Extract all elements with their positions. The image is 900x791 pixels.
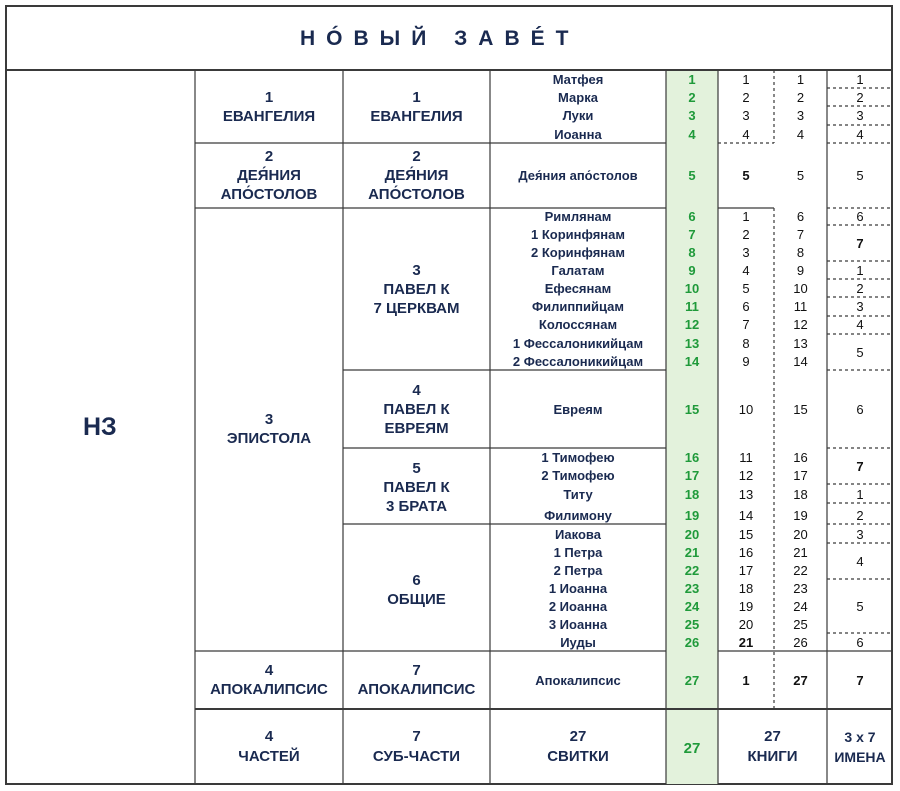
subpart-4-name: ПАВЕЛ К <box>383 401 450 418</box>
book-part-index: 19 <box>738 599 754 614</box>
subpart-4-num: 4 <box>412 382 421 399</box>
book-part-index: 21 <box>738 635 754 650</box>
book-name: Филимону <box>544 508 612 523</box>
name-index: 4 <box>856 127 864 142</box>
book-seq-index: 6 <box>796 209 805 224</box>
book-number: 16 <box>684 450 700 465</box>
book-part-index: 13 <box>738 487 754 502</box>
book-seq-index: 11 <box>793 299 808 314</box>
book-seq-index: 15 <box>793 402 808 417</box>
book-number: 7 <box>688 227 696 242</box>
subpart-3-num: 3 <box>412 262 421 279</box>
footer-names-label: ИМЕНА <box>834 749 886 765</box>
book-part-index: 5 <box>742 281 750 296</box>
book-seq-index: 10 <box>793 281 808 296</box>
book-name: Евреям <box>553 402 603 417</box>
footer-books-label: КНИГИ <box>747 748 798 765</box>
subpart-3-name: ПАВЕЛ К <box>383 281 450 298</box>
book-name: 3 Иоанна <box>548 617 608 632</box>
subpart-1-name: ЕВАНГЕЛИЯ <box>370 108 463 125</box>
subpart-1-label <box>343 88 490 126</box>
book-part-index: 4 <box>742 263 750 278</box>
subpart-2-label <box>343 147 490 204</box>
name-index: 5 <box>856 345 864 360</box>
footer-scrolls-num: 27 <box>569 728 587 745</box>
book-number: 3 <box>688 108 696 123</box>
name-index: 3 <box>856 527 864 542</box>
book-number: 19 <box>684 508 700 523</box>
book-number: 1 <box>688 72 696 87</box>
book-number: 9 <box>688 263 696 278</box>
book-seq-index: 27 <box>793 673 808 688</box>
book-name: Римлянам <box>544 209 612 224</box>
book-number: 21 <box>684 545 700 560</box>
book-seq-index: 18 <box>793 487 808 502</box>
book-seq-index: 3 <box>796 108 805 123</box>
book-number: 22 <box>684 563 700 578</box>
name-index: 6 <box>856 209 864 224</box>
book-part-index: 2 <box>742 227 750 242</box>
part-2-label <box>195 147 343 204</box>
footer-parts-label: ЧАСТЕЙ <box>238 748 300 765</box>
book-number: 17 <box>684 468 700 483</box>
book-part-index: 15 <box>738 527 754 542</box>
footer-subparts-num: 7 <box>412 728 421 745</box>
book-name: Титу <box>563 487 593 502</box>
part-1-name: ЕВАНГЕЛИЯ <box>222 108 316 125</box>
name-index: 5 <box>856 599 864 614</box>
book-number: 24 <box>684 599 700 614</box>
footer-scrolls-label: СВИТКИ <box>547 748 609 765</box>
book-seq-index: 19 <box>793 508 808 523</box>
book-number: 13 <box>684 336 700 351</box>
book-part-index: 10 <box>738 402 754 417</box>
part-4-num: 4 <box>264 662 274 679</box>
name-index: 1 <box>856 263 864 278</box>
name-index: 2 <box>856 508 864 523</box>
book-name: 1 Тимофею <box>541 450 615 465</box>
footer-names-num: 3 x 7 <box>844 729 876 745</box>
book-name: Дея́ния апо́столов <box>518 168 638 183</box>
book-number: 2 <box>688 90 696 105</box>
book-seq-index: 22 <box>793 563 808 578</box>
part-4-label <box>195 661 343 699</box>
footer-names <box>827 727 893 767</box>
book-name: 1 Фессалоникийцам <box>512 336 644 351</box>
book-seq-index: 14 <box>793 354 808 369</box>
book-part-index: 16 <box>738 545 754 560</box>
subpart-7-label <box>343 661 490 699</box>
subpart-1-num: 1 <box>412 89 421 106</box>
book-part-index: 8 <box>742 336 750 351</box>
subpart-5-name2: 3 БРАТА <box>385 498 448 515</box>
part-2-num: 2 <box>264 148 274 165</box>
book-seq-index: 9 <box>796 263 805 278</box>
book-part-index: 3 <box>742 108 750 123</box>
book-number: 5 <box>688 168 696 183</box>
footer-subparts <box>343 727 490 767</box>
footer-green-count: 27 <box>683 740 701 757</box>
book-seq-index: 7 <box>796 227 805 242</box>
book-seq-index: 12 <box>793 317 808 332</box>
nz-label: НЗ <box>83 413 117 441</box>
subpart-6-name: ОБЩИЕ <box>387 591 446 608</box>
subpart-6-num: 6 <box>412 572 421 589</box>
book-part-index: 12 <box>738 468 754 483</box>
book-number: 25 <box>684 617 700 632</box>
book-seq-index: 13 <box>793 336 808 351</box>
book-name: 2 Тимофею <box>541 468 615 483</box>
name-index: 7 <box>856 673 864 688</box>
footer-parts-num: 4 <box>264 728 274 745</box>
book-part-index: 20 <box>738 617 754 632</box>
book-name: 2 Иоанна <box>548 599 608 614</box>
book-seq-index: 2 <box>796 90 805 105</box>
book-part-index: 2 <box>742 90 750 105</box>
subpart-3-name2: 7 ЦЕРКВАМ <box>373 300 460 317</box>
name-index: 6 <box>856 402 864 417</box>
book-part-index: 14 <box>738 508 754 523</box>
footer-parts <box>195 727 343 767</box>
name-index: 2 <box>856 90 864 105</box>
subpart-2-name2: АПО́СТОЛОВ <box>368 186 465 203</box>
book-name: 2 Фессалоникийцам <box>512 354 644 369</box>
subpart-7-name: АПОКАЛИПСИС <box>357 681 476 698</box>
book-part-index: 1 <box>742 209 750 224</box>
book-seq-index: 21 <box>793 545 808 560</box>
book-part-index: 5 <box>742 168 750 183</box>
part-4-name: АПОКАЛИПСИС <box>210 681 328 698</box>
book-name: 2 Коринфянам <box>531 245 625 260</box>
book-name: Иоанна <box>554 127 602 142</box>
book-part-index: 7 <box>742 317 750 332</box>
book-part-index: 1 <box>742 72 750 87</box>
book-name: Марка <box>558 90 598 105</box>
book-name: 1 Петра <box>553 545 603 560</box>
book-seq-index: 4 <box>796 127 805 142</box>
book-name: Филиппийцам <box>531 299 625 314</box>
book-part-index: 9 <box>742 354 750 369</box>
subpart-5-label <box>343 459 490 516</box>
book-seq-index: 17 <box>793 468 808 483</box>
name-index: 2 <box>856 281 864 296</box>
subpart-2-num: 2 <box>412 148 421 165</box>
part-1-num: 1 <box>264 89 274 106</box>
name-index: 4 <box>856 554 864 569</box>
name-index: 6 <box>856 635 864 650</box>
book-name: 2 Петра <box>553 563 603 578</box>
subpart-3-label <box>343 261 490 318</box>
book-part-index: 11 <box>739 450 753 465</box>
name-index: 3 <box>856 108 864 123</box>
part-1-label <box>195 88 343 126</box>
book-name: Колоссянам <box>538 317 618 332</box>
part-3-num: 3 <box>264 411 274 428</box>
footer-scrolls <box>490 727 666 767</box>
name-index: 3 <box>856 299 864 314</box>
book-seq-index: 20 <box>793 527 808 542</box>
subpart-6-label <box>343 571 490 609</box>
book-part-index: 3 <box>742 245 750 260</box>
book-seq-index: 1 <box>796 72 805 87</box>
book-part-index: 4 <box>742 127 750 142</box>
book-number: 11 <box>685 299 699 314</box>
book-name: Иуды <box>560 635 596 650</box>
name-index: 4 <box>856 317 864 332</box>
book-number: 10 <box>684 281 700 296</box>
name-index: 1 <box>856 487 864 502</box>
subpart-7-num: 7 <box>412 662 421 679</box>
book-seq-index: 5 <box>796 168 805 183</box>
subpart-5-num: 5 <box>412 460 421 477</box>
subpart-5-name: ПАВЕЛ К <box>383 479 450 496</box>
name-index: 7 <box>856 236 864 251</box>
book-number: 14 <box>684 354 700 369</box>
book-number: 18 <box>684 487 700 502</box>
book-seq-index: 23 <box>793 581 808 596</box>
part-2-name2: АПО́СТОЛОВ <box>220 186 318 203</box>
book-name: Луки <box>562 108 594 123</box>
book-number: 26 <box>684 635 700 650</box>
book-number: 6 <box>688 209 696 224</box>
book-number: 8 <box>688 245 696 260</box>
book-name: 1 Иоанна <box>548 581 608 596</box>
book-name: Матфея <box>552 72 604 87</box>
book-seq-index: 16 <box>793 450 808 465</box>
book-seq-index: 26 <box>793 635 808 650</box>
subpart-4-name2: ЕВРЕЯМ <box>384 420 449 437</box>
book-number: 12 <box>684 317 700 332</box>
part-2-name: ДЕЯ́НИЯ <box>237 167 301 184</box>
book-number: 27 <box>684 673 700 688</box>
book-seq-index: 24 <box>793 599 808 614</box>
book-part-index: 6 <box>742 299 750 314</box>
name-index: 1 <box>856 72 864 87</box>
book-seq-index: 8 <box>796 245 805 260</box>
book-name: 1 Коринфянам <box>531 227 625 242</box>
book-name: Апокалипсис <box>535 673 621 688</box>
book-seq-index: 25 <box>793 617 808 632</box>
footer-subparts-label: СУБ-ЧАСТИ <box>372 748 461 765</box>
book-number: 20 <box>684 527 700 542</box>
name-index: 7 <box>856 459 864 474</box>
book-number: 15 <box>684 402 700 417</box>
name-index: 5 <box>856 168 864 183</box>
book-part-index: 18 <box>738 581 754 596</box>
book-name: Галатам <box>551 263 605 278</box>
part-3-label <box>195 410 343 448</box>
book-name: Ефесянам <box>544 281 612 296</box>
footer-books-num: 27 <box>764 728 781 745</box>
book-part-index: 1 <box>742 673 750 688</box>
subpart-4-label <box>343 381 490 438</box>
footer-books <box>718 727 827 767</box>
page-title: НÓВЫЙ ЗАВÉТ <box>300 27 580 50</box>
part-3-name: ЭПИСТОЛА <box>226 430 312 447</box>
subpart-2-name: ДЕЯ́НИЯ <box>384 167 449 184</box>
book-name: Иакова <box>555 527 601 542</box>
book-number: 4 <box>688 127 696 142</box>
book-part-index: 17 <box>738 563 754 578</box>
book-number: 23 <box>684 581 700 596</box>
